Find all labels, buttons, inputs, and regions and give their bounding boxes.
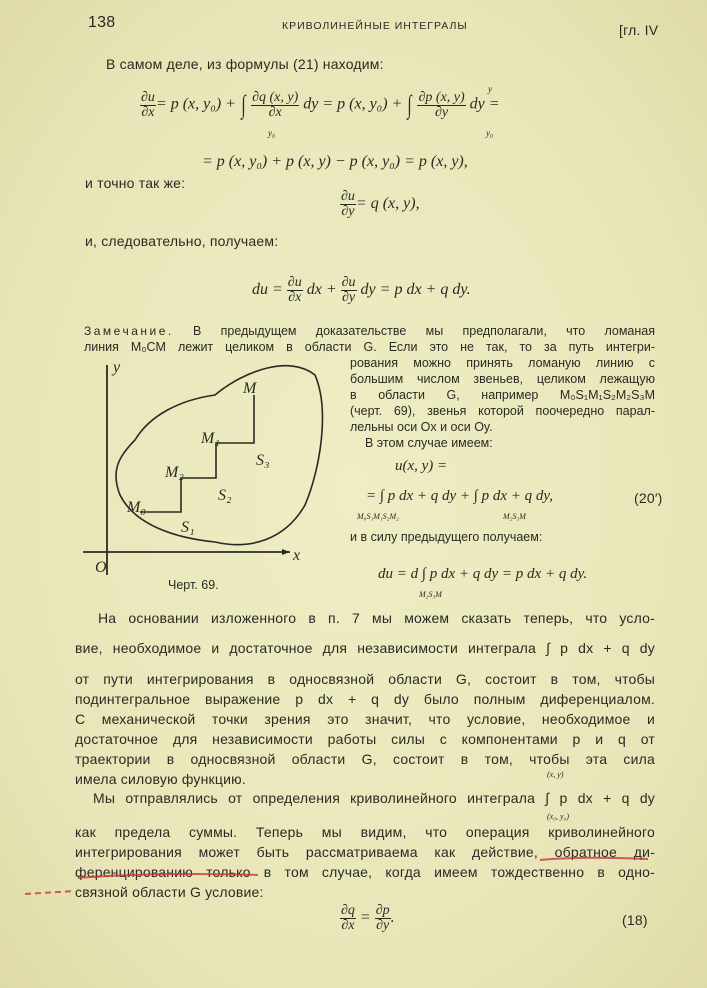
equation-number: (20′) [634,490,663,506]
label-x: x [293,547,301,564]
paragraph-line: траектории в односвязной области G, состоит в том, чтобы эта сила [75,751,655,767]
numerator: ∂p (x, y) [418,89,465,105]
remark-right-line: рования можно принять ломаную линию с [350,356,655,370]
paragraph-line: интегрирования может быть рассматриваема как действие, обратное ди- [75,844,655,860]
numerator: ∂q (x, y) [252,89,299,105]
denominator: ∂x [288,290,302,305]
lower-limit: y₀ [486,128,494,138]
numerator: ∂u [287,275,302,290]
arrow-icon [282,549,290,555]
remark-right-line: большим числом звеньев, целиком лежащую [350,372,655,386]
equation-u: u(x, y) = [395,458,448,474]
denominator: ∂y [341,204,355,219]
label-s2: S₂ [218,487,232,504]
numerator: ∂p [375,903,390,918]
eq20-subscript-2: M₂S₃M [503,512,526,521]
broken-line-path [140,395,254,512]
region-g-boundary [116,366,322,545]
paragraph-line: от пути интегрирования в односвязной области G, состоит в том, чтобы [75,671,655,687]
equation-1 [140,84,500,138]
paragraph-line: как предела суммы. Теперь мы видим, что операция криволинейного [75,824,655,840]
remark-right-line: (черт. 69), звенья которой поочередно парал- [350,404,655,418]
numerator: ∂u [341,275,356,290]
eq-text: dy = [465,95,500,113]
equation-4 [252,276,471,305]
integral-sign: ∫ [407,90,413,119]
text-same: и точно так же: [85,175,186,191]
figure-caption: Черт. 69. [168,578,219,592]
denominator: ∂y [342,290,356,305]
eq-text: dy = p dx + q dy. [356,281,471,299]
remark-right-line: в области G, например M₀S₁M₁S₂M₂S₃M [350,388,655,402]
numerator: ∂u [341,189,355,204]
text-hence: и, следовательно, получаем: [85,233,279,249]
remark-line-1 [84,324,655,338]
page-number: 138 [88,14,116,31]
equation-20: = ∫ p dx + q dy + ∫ p dx + q dy, [366,488,554,504]
intro-text: В самом деле, из формулы (21) находим: [106,56,384,72]
integral-upper-limit: (x, y) [547,770,564,779]
denominator: ∂y [435,104,449,120]
paragraph-line: Мы отправлялись от определения криволинейного интеграла ∫ p dx + q dy [93,790,655,806]
paragraph-line: имела силовую функцию. [75,771,246,787]
denominator: ∂x [341,918,355,933]
label-y: y [113,360,121,376]
integral-lower-limit: (x₀, y₀) [547,812,569,821]
remark-text: В предыдущем доказательстве мы предполагали, что ломаная [193,324,655,338]
equation-number: (18) [622,912,648,928]
eq-text: = p (x, y₀) + [155,95,240,113]
equation-3 [340,190,420,219]
remark-label: Замечание. [84,324,174,338]
remark-line-2: линия M₀CM лежит целиком в области G. Если это не так, то за путь интегри- [84,340,655,354]
label-s3: S₃ [256,452,270,469]
paragraph-line: достаточное для независимости работы силы с компонентами p и q от [75,731,655,747]
eq-text: dy = p (x, y₀) + [299,95,407,113]
paragraph-line: подинтегральное выражение p dx + q dy было полным диференциалом. [75,691,655,707]
remark-right-line: лельны оси Ox и оси Oy. [350,420,493,434]
upper-limit: y [488,84,492,94]
eq-text: du = [252,281,287,299]
denominator: ∂x [141,104,155,120]
paragraph-line: вие, необходимое и достаточное для независимости интеграла ∫ p dx + q dy [75,640,655,656]
running-title: КРИВОЛИНЕЙНЫЕ ИНТЕГРАЛЫ [282,20,468,32]
label-m0: M₀ [127,499,146,516]
equation-18: $\frac{\partial q}{\partial x}$ = $\frac{\partial p}{\partial y}$ . [341,903,395,933]
label-m2: M₂ [165,464,184,481]
equation-du: du = d ∫ p dx + q dy = p dx + q dy. [378,566,588,582]
eq-text: dx + [302,281,341,299]
denominator: ∂y [376,918,390,933]
label-s1: S₁ [181,519,195,536]
paragraph-line: На основании изложенного в п. 7 мы можем сказать теперь, что усло- [98,610,655,626]
label-m1: M₁ [201,430,220,447]
eq-text: = q (x, y), [355,195,420,213]
numerator: ∂u [141,89,155,105]
text-by-previous: и в силу предыдущего получаем: [350,530,543,544]
chapter-label: [гл. IV [619,22,659,38]
paragraph-line: связной области G условие: [75,884,264,900]
figure-69 [75,360,345,580]
text-case: В этом случае имеем: [365,436,493,450]
integral-sign: ∫ [241,90,246,119]
label-origin: O [95,559,107,576]
denominator: ∂x [268,104,282,120]
eq-du-subscript: M₂S₃M [419,590,442,599]
lower-limit: y₀ [268,128,276,138]
red-pencil-underline [0,850,707,900]
equation-2: = p (x, y₀) + p (x, y) − p (x, y₀) = p (x, y), [202,153,468,170]
numerator: ∂q [341,903,355,918]
paragraph-line: ференцированию только в том случае, когда имеем тождественно в одно- [75,864,655,880]
eq20-subscript-1: M₀S₁M₁S₂M₂ [357,512,399,521]
label-m: M [243,380,257,397]
paragraph-line: С механической точки зрения это значит, что условие, необходимое и [75,711,655,727]
